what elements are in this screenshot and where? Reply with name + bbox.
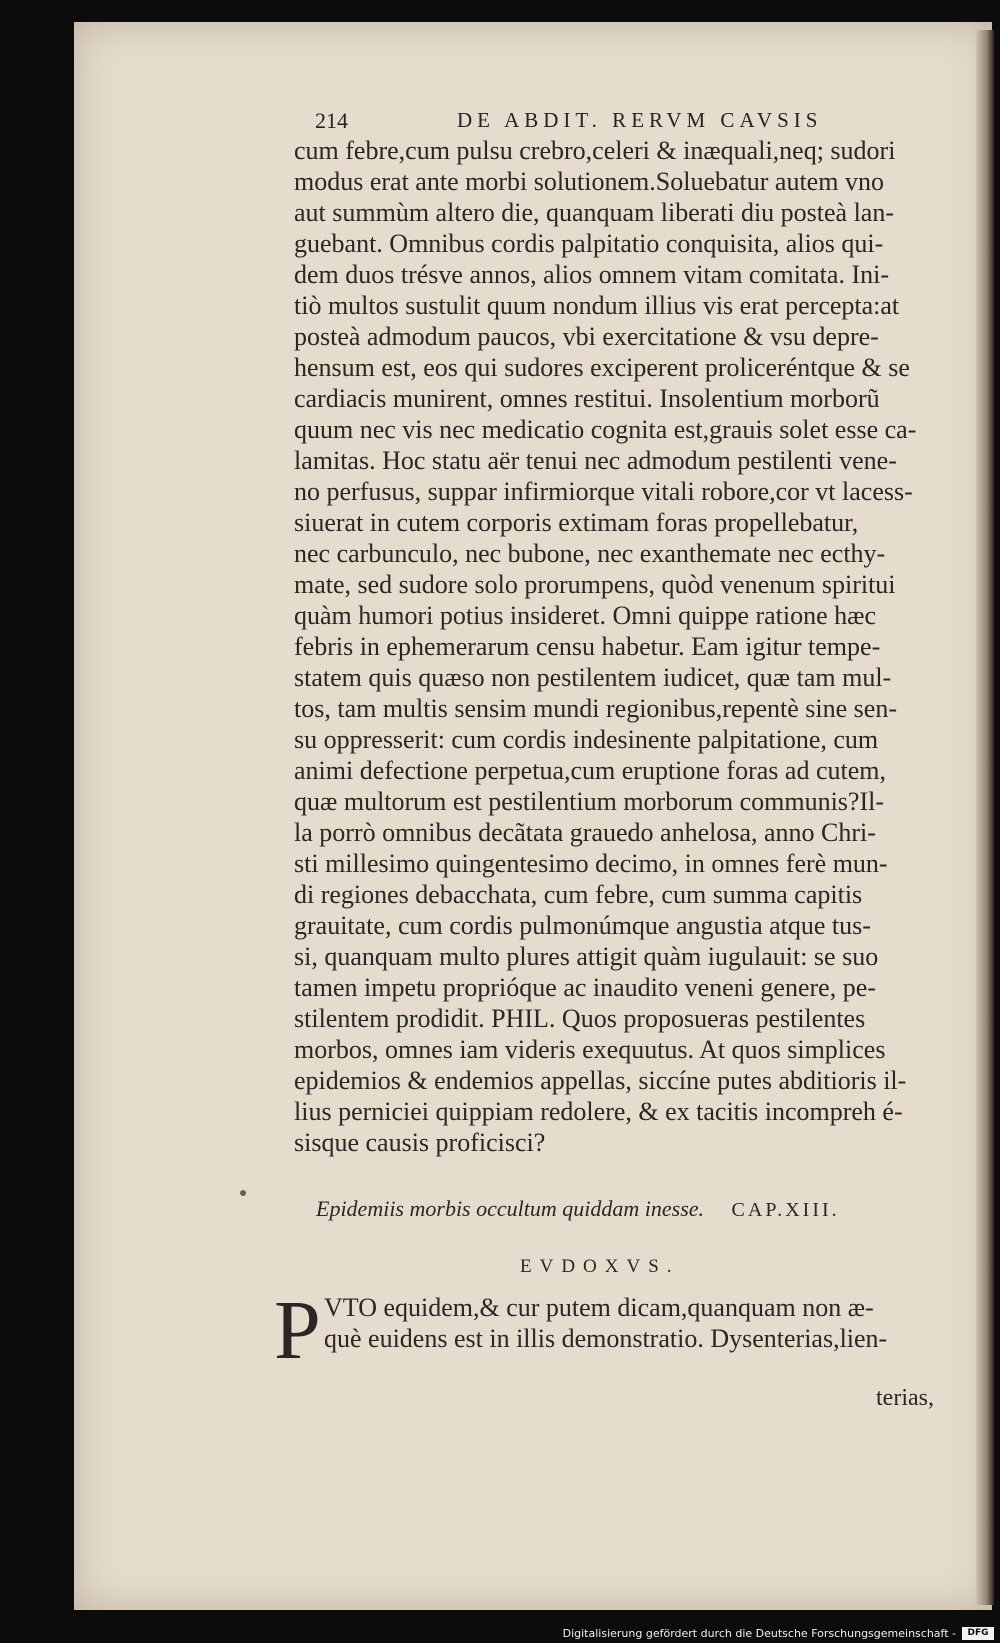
text-line: su oppresserit: cum cordis indesinente palpitatione, cum — [294, 725, 879, 754]
text-line: sti millesimo quingentesimo decimo, in omnes ferè mun- — [294, 849, 888, 878]
chapter-number: CAP.XIII. — [731, 1199, 840, 1221]
text-line: no perfusus, suppar infirmiorque vitali robore,cor vt lacess- — [294, 477, 913, 506]
text-line: mate, sed sudore solo prorumpens, quòd venenum spiritui — [294, 570, 896, 599]
dfg-logo: DFG — [962, 1627, 994, 1640]
catchword: terias, — [876, 1385, 934, 1411]
text-line: aut summùm altero die, quanquam liberati diu posteà lan- — [294, 198, 895, 227]
text-line: si, quanquam multo plures attigit quàm iugulauit: se suo — [294, 942, 879, 971]
text-line: statem quis quæso non pestilentem iudicet, quæ tam mul- — [294, 663, 892, 692]
speaker-name: EVDOXVS. — [520, 1256, 680, 1277]
text-line: grauitate, cum cordis pulmonúmque angustia atque tus- — [294, 911, 871, 940]
text-line: hensum est, eos qui sudores exciperent proliceréntque & se — [294, 353, 910, 382]
opening-line: què euidens est in illis demonstratio. Dysenterias,lien- — [324, 1324, 888, 1353]
text-line: animi defectione perpetua,cum eruptione foras ad cutem, — [294, 756, 886, 785]
text-line: tos, tam multis sensim mundi regionibus,repentè sine sen- — [294, 694, 897, 723]
chapter-title: Epidemiis morbis occultum quiddam inesse. — [316, 1196, 705, 1221]
text-line: quæ multorum est pestilentium morborum communis?Il- — [294, 787, 884, 816]
running-head: DE ABDIT. RERVM CAVSIS — [457, 108, 823, 132]
text-line: la porrò omnibus decãtata grauedo anhelosa, anno Chri- — [294, 818, 876, 847]
text-line: nec carbunculo, nec bubone, nec exanthemate nec ecthy- — [294, 539, 886, 568]
text-line: siuerat in cutem corporis extimam foras propellebatur, — [294, 508, 859, 537]
text-line: morbos, omnes iam videris exequutus. At quos simplices — [294, 1035, 886, 1064]
body-text — [294, 135, 954, 1158]
page-edge — [976, 30, 994, 1605]
text-line: quum nec vis nec medicatio cognita est,grauis solet esse ca- — [294, 415, 917, 444]
text-line: posteà admodum paucos, vbi exercitatione & vsu depre- — [294, 322, 879, 351]
text-line: stilentem prodidit. PHIL. Quos proposueras pestilentes — [294, 1004, 866, 1033]
text-line: quàm humori potius insideret. Omni quippe ratione hæc — [294, 601, 877, 630]
opening-line: VTO equidem,& cur putem dicam,quanquam non æ- — [324, 1293, 874, 1322]
text-line: tiò multos sustulit quum nondum illius vis erat percepta:at — [294, 291, 900, 320]
text-line: di regiones debacchata, cum febre, cum summa capitis — [294, 880, 863, 909]
text-line: lius perniciei quippiam redolere, & ex tacitis incompreh é- — [294, 1097, 903, 1126]
text-line: guebant. Omnibus cordis palpitatio conquisita, alios qui- — [294, 229, 884, 258]
text-line: tamen impetu proprióque ac inaudito veneni genere, pe- — [294, 973, 876, 1002]
text-line: epidemios & endemios appellas, siccíne putes abditioris il- — [294, 1066, 907, 1095]
text-line: dem duos trésve annos, alios omnem vitam comitata. Ini- — [294, 260, 889, 289]
text-line: sisque causis proficisci? — [294, 1128, 546, 1157]
digitization-credit: Digitalisierung gefördert durch die Deutsche Forschungsgemeinschaft - — [562, 1627, 956, 1640]
opening-paragraph — [274, 1284, 964, 1377]
drop-initial: P — [274, 1284, 321, 1377]
text-line: modus erat ante morbi solutionem.Soluebatur autem vno — [294, 167, 884, 196]
chapter-heading — [316, 1196, 976, 1222]
text-line: febris in ephemerarum censu habetur. Eam igitur tempe- — [294, 632, 881, 661]
text-line: cum febre,cum pulsu crebro,celeri & inæquali,neq; sudori — [294, 136, 896, 165]
text-line: cardiacis munirent, omnes restitui. Insolentium morborũ — [294, 384, 880, 413]
text-line: lamitas. Hoc statu aër tenui nec admodum pestilenti vene- — [294, 446, 897, 475]
ink-speck — [240, 1190, 246, 1196]
folio-number: 214 — [315, 108, 348, 133]
